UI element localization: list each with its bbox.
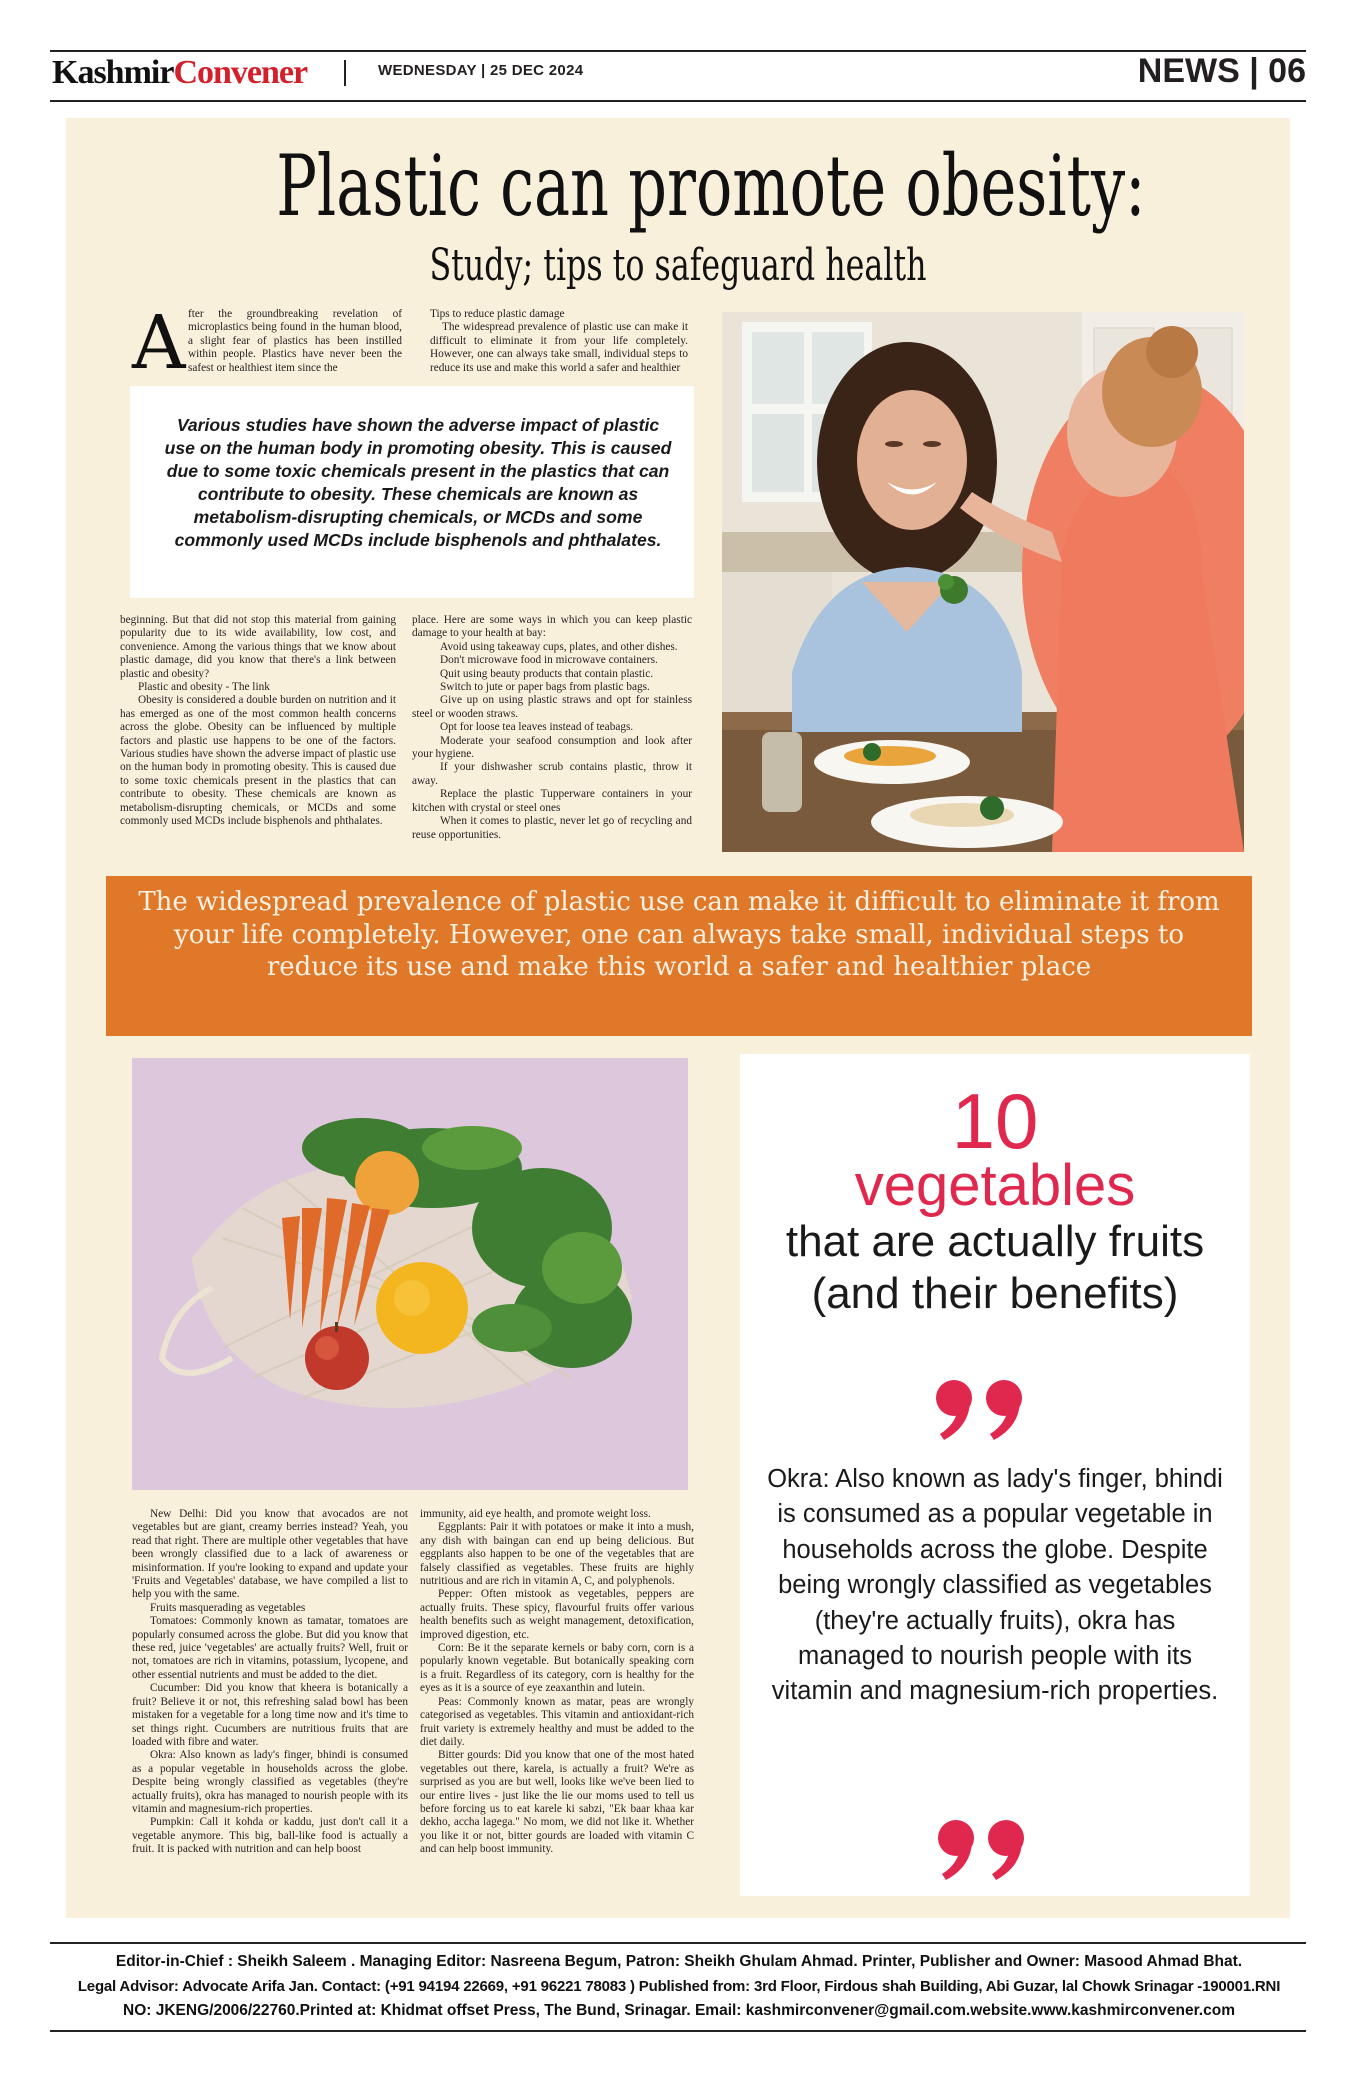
tip-item: Switch to jute or paper bags from plastic bags. xyxy=(440,681,650,694)
footer-top-rule xyxy=(50,1942,1306,1944)
footer-bottom-rule xyxy=(50,2030,1306,2032)
imprint-line: NO: JKENG/2006/22760.Printed at: Khidmat offset Press, The Bund, Srinagar. Email: kashmirconvener@gmail.com.website.www.kashmirconvener.com xyxy=(123,2002,1235,2019)
pull-quote: Various studies have shown the adverse impact of plastic use on the human body in promoting obesity. This is caused due to some toxic chemicals present in the plastics that can contribute to obesity. These chemicals are known as metabolism-disrupting chemicals, or MCDs and some commonly used MCDs include bisphenols and phthalates. xyxy=(164,415,672,550)
tip-item: Avoid using takeaway cups, plates, and other dishes. xyxy=(440,640,678,653)
highlight-banner-text: The widespread prevalence of plastic use can make it difficult to eliminate it from your life completely. However, one can always take small, individual steps to reduce its use and make this world a safer and healthier place xyxy=(138,887,1220,983)
open-quote-icon xyxy=(930,1378,1034,1447)
tip-item: Moderate your seafood consumption and look after your hygiene. xyxy=(412,734,692,761)
sidebar-title: vegetables xyxy=(854,1153,1136,1218)
paragraph: beginning. But that did not stop this material from gaining popularity due to its wide availability, low cost, and convenience. Among the various things that we know about plastic damage, did you know that there's a link between plastic and obesity? xyxy=(120,614,396,680)
paragraph: Tips to reduce plastic damage xyxy=(430,308,565,320)
paragraph: Bitter gourds: Did you know that one of the most hated vegetables out there, karela, is actually a fruit? We're as surprised as you are but well, looks like we've been lied to our entire lives - just like the lie our moms used to tell us before forcing us to eat karele ki sabzi, "Ek baar khaa kar dekho, accha lagega." No mom, we did not like it. Whether you like it or not, bitter gourds are loaded with vitamin C and can help boost immunity. xyxy=(420,1749,694,1856)
article-col1-top xyxy=(188,308,402,375)
sidebar-subtitle: that are actually fruits (and their benefits) xyxy=(785,1217,1205,1318)
sidebar-number: 10 xyxy=(951,1077,1039,1165)
paragraph: Tomatoes: Commonly known as tamatar, tomatoes are popularly consumed across the globe. But did you know that these red, juice 'vegetables' are actually fruits? Well, fruit or not, tomatoes are rich in vitamins, potassium, lycopene, and other essential nutrients and must be added to the diet. xyxy=(132,1615,408,1681)
paragraph: Peas: Commonly known as matar, peas are wrongly categorised as vegetables. This vitamin and antioxidant-rich fruit variety is extremely healthy and must be added to the diet daily. xyxy=(420,1695,694,1748)
paragraph: Pepper: Often mistook as vegetables, peppers are actually fruits. These spicy, flavourful fruits offer various health benefits such as weight management, detoxification, improved digestion, etc. xyxy=(420,1588,694,1641)
vegetables-illustration xyxy=(132,1058,688,1490)
article-col2-top xyxy=(430,308,688,375)
paragraph: New Delhi: Did you know that avocados are not vegetables but are giant, creamy berries instead? Yeah, you read that right. There are multiple other vegetables that have been wrongly classified due to a lack of awareness or misinformation. If you're looking to expand and update your 'Fruits and Vegetables' database, we have compiled a list to help you with the same. xyxy=(132,1508,408,1601)
tip-item: Don't microwave food in microwave containers. xyxy=(440,654,658,667)
paragraph: Eggplants: Pair it with potatoes or make it into a mush, any dish with baingan can end up being delicious. But eggplants also happen to be one of the vegetables that are falsely classified as vegetables. These fruits are highly nutritious and are rich in vitamin A, C, and polyphenols. xyxy=(420,1521,694,1588)
paragraph: The widespread prevalence of plastic use can make it difficult to eliminate it from your life completely. However, one can always take small, individual steps to reduce its use and make this world a safer and healthier xyxy=(430,321,688,374)
tip-item: Opt for loose tea leaves instead of teabags. xyxy=(440,721,634,734)
vegetables-bag-photo xyxy=(132,1058,688,1490)
imprint-line: Editor-in-Chief : Sheikh Saleem . Managing Editor: Nasreena Begum, Patron: Sheikh Ghulam Ahmad. Printer, Publisher and Owner: Masood Ahmad Bhat. xyxy=(115,1953,1243,1970)
subheading: Fruits masquerading as vegetables xyxy=(150,1601,306,1614)
women-eating-photo xyxy=(722,312,1244,852)
header-separator xyxy=(344,60,346,86)
paragraph: fter the groundbreaking revelation of microplastics being found in the human blood, a slight fear of plastics has been instilled within people. Plastics have never been the safest or healthiest item since the xyxy=(188,308,402,374)
paragraph: Cucumber: Did you know that kheera is botanically a fruit? Believe it or not, this refreshing salad bowl has been mistaken for a vegetable for a long time now and it's time to set things right. Cucumbers are nutritious fruits that are loaded with fibre and water. xyxy=(132,1682,408,1748)
imprint-footer xyxy=(52,1950,1306,2024)
tip-item: If your dishwasher scrub contains plastic, throw it away. xyxy=(412,761,692,787)
headline: Plastic can promote obesity: xyxy=(276,137,1146,235)
paragraph: Obesity is considered a double burden on nutrition and it has emerged as one of the most common health concerns across the globe. Obesity can be influenced by multiple factors and plastic use happens to be one of the factors. Various studies have shown the adverse impact of plastic use on the human body in promoting obesity. This is caused due to some toxic chemicals present in the plastics that can contribute to obesity. These chemicals are known as metabolism-disrupting chemicals, or MCDs and some commonly used MCDs include bisphenols and phthalates. xyxy=(120,694,396,828)
header-bottom-rule xyxy=(50,100,1306,102)
sidebar-quote: Okra: Also known as lady's finger, bhindi is consumed as a popular vegetable in households across the globe. Despite being wrongly classified as vegetables (they're actually fruits), okra has managed to nourish people with its vitamin and magnesium-rich properties. xyxy=(767,1465,1223,1706)
article-col2-bottom xyxy=(412,614,692,842)
paragraph: Pumpkin: Call it kohda or kaddu, just don't call it a vegetable anymore. This big, ball-like food is actually a fruit. It is packed with nutrition and can help boost xyxy=(132,1816,408,1856)
header-top-rule xyxy=(50,50,1306,52)
issue-date: WEDNESDAY | 25 DEC 2024 xyxy=(378,62,584,79)
close-quote-icon xyxy=(932,1818,1036,1887)
masthead-logo[interactable]: KashmirConvener xyxy=(52,54,308,91)
imprint-line: Legal Advisor: Advocate Arifa Jan. Contact: (+91 94194 22669, +91 96221 78083 ) Published from: 3rd Floor, Firdous shah Building, Abi Guzar, lal Chowk Srinagar -190001.RNI xyxy=(77,1977,1281,1995)
paragraph: immunity, aid eye health, and promote weight loss. xyxy=(420,1508,651,1520)
veg-article-col1 xyxy=(132,1508,408,1857)
subheadline: Study; tips to safeguard health xyxy=(429,240,927,291)
article-col1-bottom xyxy=(120,614,396,829)
drop-cap: A xyxy=(132,300,186,386)
tip-item: Quit using beauty products that contain plastic. xyxy=(440,667,654,680)
tip-item: When it comes to plastic, never let go of recycling and reuse opportunities. xyxy=(412,815,692,841)
tip-item: Replace the plastic Tupperware containers in your kitchen with crystal or steel ones xyxy=(412,788,692,814)
paragraph: place. Here are some ways in which you can keep plastic damage to your health at bay: xyxy=(412,614,692,640)
paragraph: Corn: Be it the separate kernels or baby corn, corn is a popularly known vegetable. But botanically speaking corn is a fruit. Regardless of its category, corn is healthy for the eyes as it is a source of eye zeaxanthin and lutein. xyxy=(420,1642,694,1695)
section-page-label: NEWS | 06 xyxy=(1137,52,1306,90)
women-eating-illustration xyxy=(722,312,1244,852)
paragraph: Okra: Also known as lady's finger, bhindi is consumed as a popular vegetable in households across the globe. Despite being wrongly classified as vegetables (they're actually fruits), okra has managed to nourish people with its vitamin and magnesium-rich properties. xyxy=(132,1749,408,1815)
tip-item: Give up on using plastic straws and opt for stainless steel or wooden straws. xyxy=(412,694,692,720)
subheading: Plastic and obesity - The link xyxy=(138,681,270,694)
veg-article-col2 xyxy=(420,1508,694,1857)
